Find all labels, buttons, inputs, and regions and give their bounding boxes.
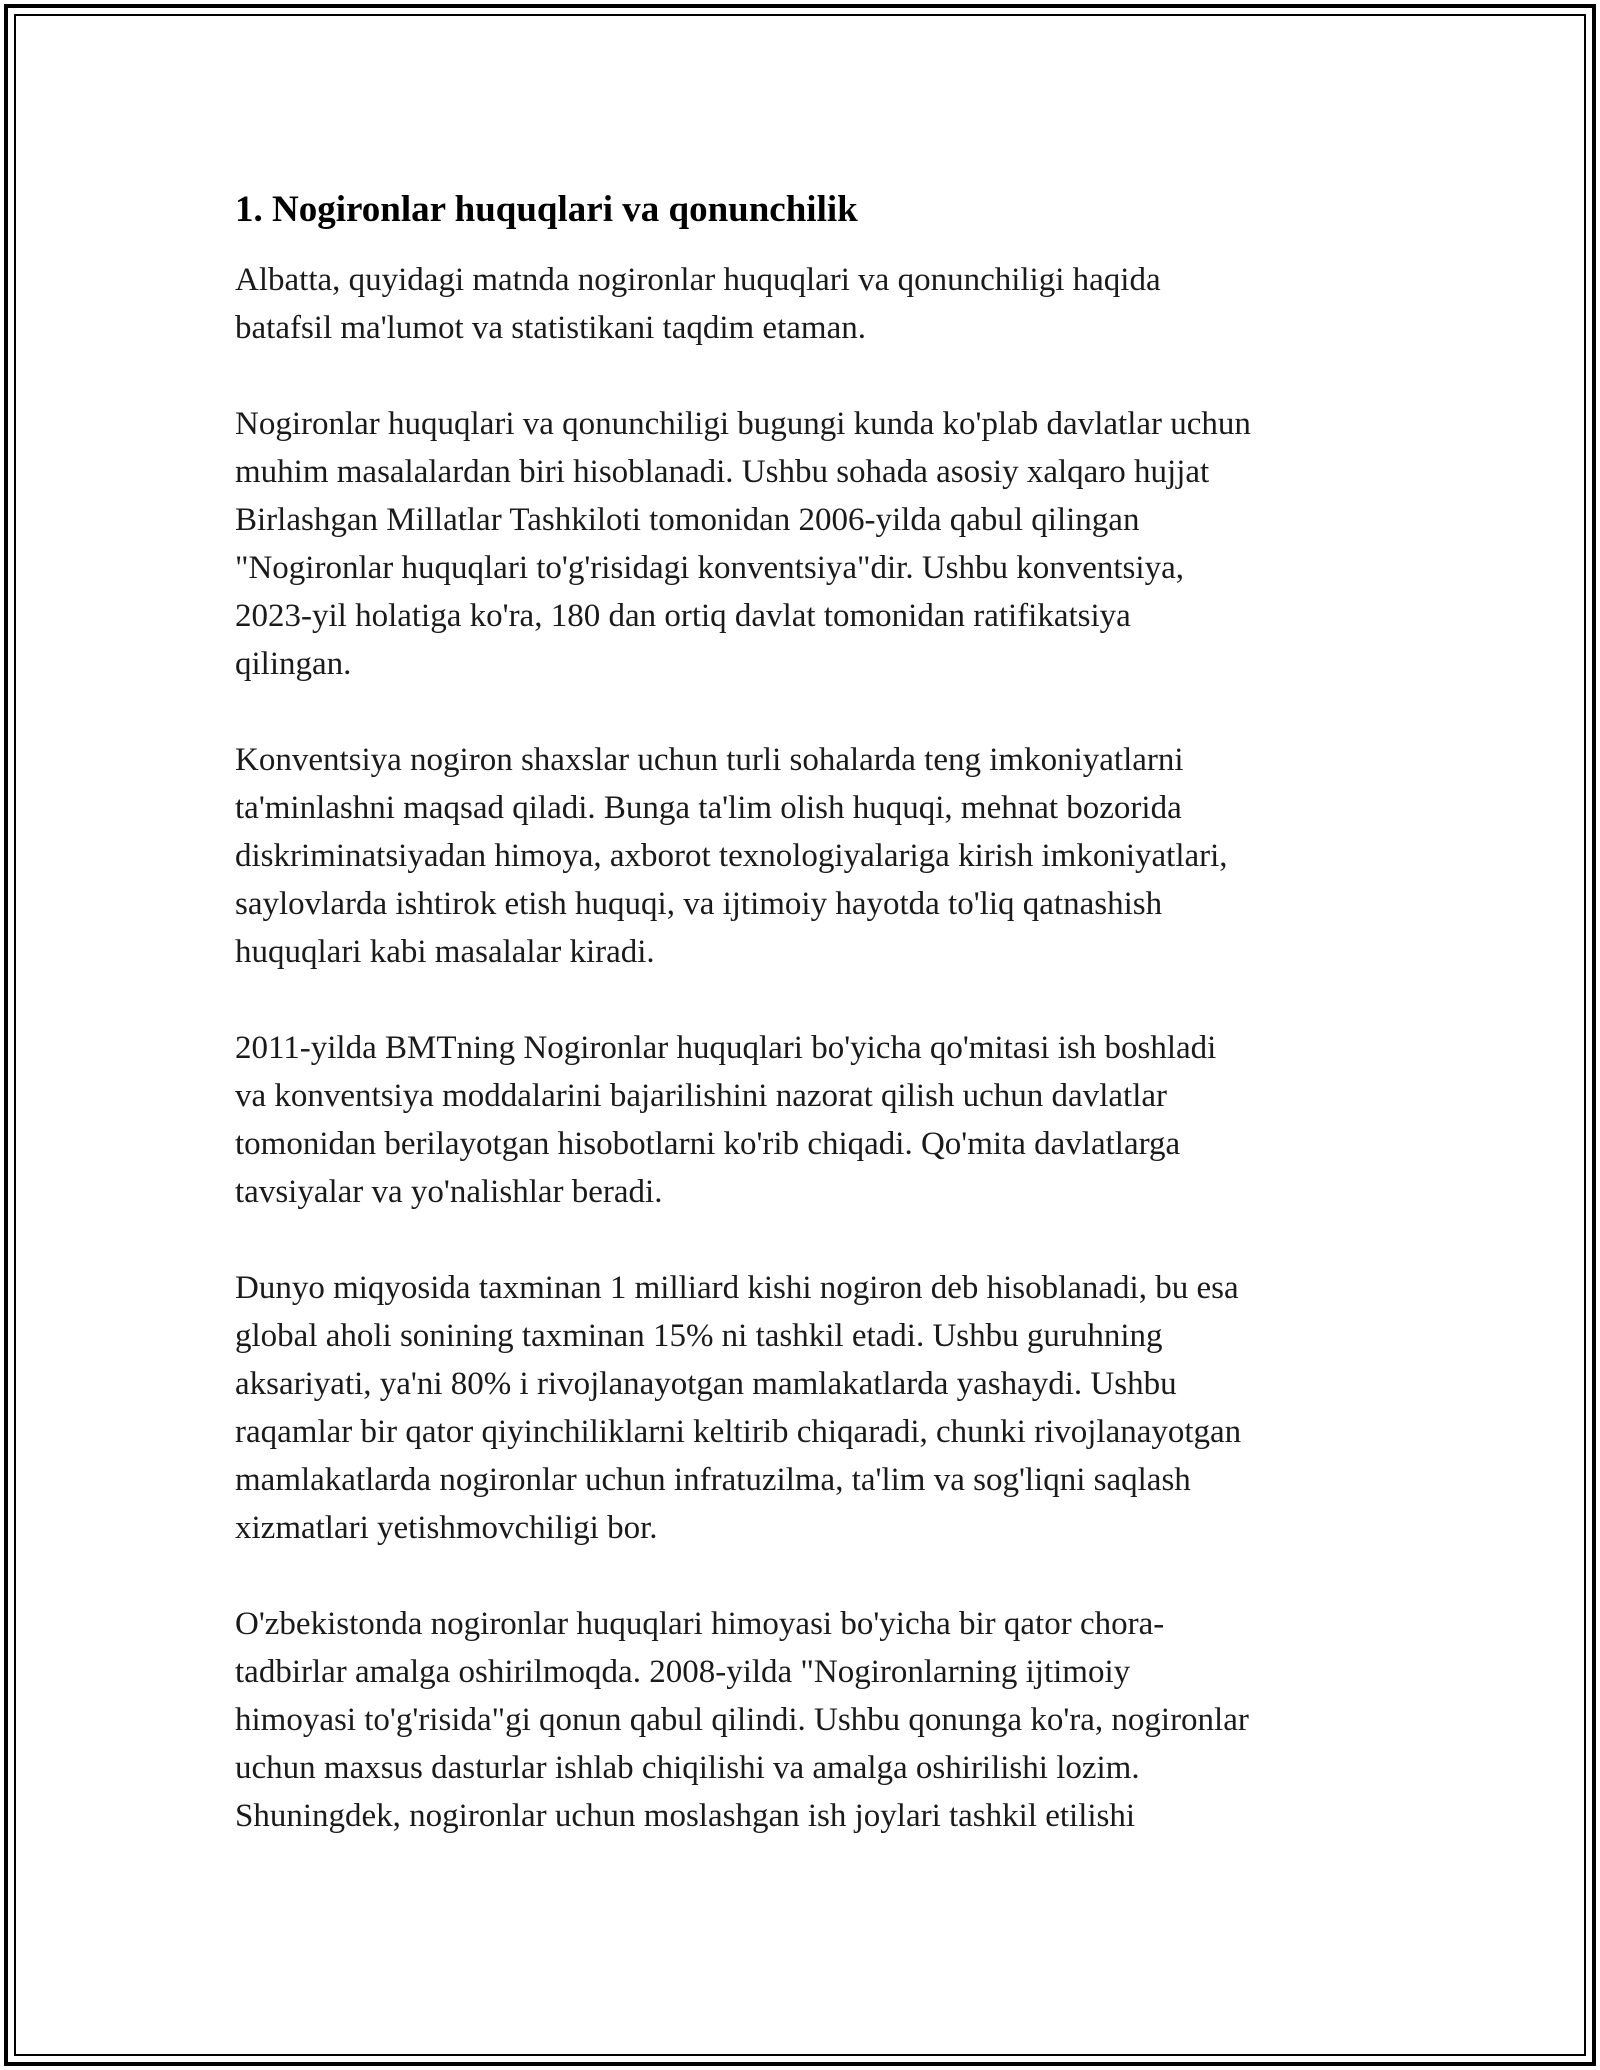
text-line: himoyasi to'g'risida"gi qonun qabul qilindi. Ushbu qonunga ko'ra, nogironlar	[235, 1702, 1249, 1738]
text-line: tadbirlar amalga oshirilmoqda. 2008-yilda "Nogironlarning ijtimoiy	[235, 1654, 1131, 1690]
text-line: Konventsiya nogiron shaxslar uchun turli sohalarda teng imkoniyatlarni	[235, 742, 1184, 778]
text-line: O'zbekistonda nogironlar huquqlari himoyasi bo'yicha bir qator chora-	[235, 1606, 1165, 1642]
page-title: 1. Nogironlar huquqlari va qonunchilik	[235, 189, 858, 230]
text-line: mamlakatlarda nogironlar uchun infratuzilma, ta'lim va sog'liqni saqlash	[235, 1462, 1191, 1498]
paragraph-intro	[235, 256, 1375, 352]
text-line: tavsiyalar va yo'nalishlar beradi.	[235, 1174, 663, 1210]
document-body	[235, 186, 1375, 1888]
text-line: saylovlarda ishtirok etish huquqi, va ijtimoiy hayotda to'liq qatnashish	[235, 886, 1163, 922]
text-line: Dunyo miqyosida taxminan 1 milliard kishi nogiron deb hisoblanadi, bu esa	[235, 1270, 1239, 1306]
text-line: raqamlar bir qator qiyinchiliklarni keltirib chiqaradi, chunki rivojlanayotgan	[235, 1414, 1242, 1450]
text-line: Shuningdek, nogironlar uchun moslashgan ish joylari tashkil etilishi	[235, 1798, 1136, 1834]
text-line: uchun maxsus dasturlar ishlab chiqilishi va amalga oshirilishi lozim.	[235, 1750, 1140, 1786]
text-line: muhim masalalardan biri hisoblanadi. Ushbu sohada asosiy xalqaro hujjat	[235, 454, 1210, 490]
text-line: 2023-yil holatiga ko'ra, 180 dan ortiq davlat tomonidan ratifikatsiya	[235, 598, 1131, 634]
paragraph-un-committee	[235, 1024, 1375, 1216]
text-line: ta'minlashni maqsad qiladi. Bunga ta'lim olish huquqi, mehnat bozorida	[235, 790, 1182, 826]
text-line: global aholi sonining taxminan 15% ni tashkil etadi. Ushbu guruhning	[235, 1318, 1163, 1354]
text-line: xizmatlari yetishmovchiligi bor.	[235, 1510, 658, 1546]
paragraph-uzbekistan	[235, 1600, 1375, 1840]
text-line: qilingan.	[235, 646, 352, 682]
text-line: Albatta, quyidagi matnda nogironlar huquqlari va qonunchiligi haqida	[235, 262, 1161, 298]
paragraph-convention	[235, 400, 1375, 688]
text-line: va konventsiya moddalarini bajarilishini nazorat qilish uchun davlatlar	[235, 1078, 1167, 1114]
paragraph-equal-opportunities	[235, 736, 1375, 976]
text-line: "Nogironlar huquqlari to'g'risidagi konventsiya"dir. Ushbu konventsiya,	[235, 550, 1184, 586]
text-line: Nogironlar huquqlari va qonunchiligi bugungi kunda ko'plab davlatlar uchun	[235, 406, 1251, 442]
text-line: aksariyati, ya'ni 80% i rivojlanayotgan mamlakatlarda yashaydi. Ushbu	[235, 1366, 1177, 1402]
text-line: Birlashgan Millatlar Tashkiloti tomonidan 2006-yilda qabul qilingan	[235, 502, 1140, 538]
text-line: 2011-yilda BMTning Nogironlar huquqlari bo'yicha qo'mitasi ish boshladi	[235, 1030, 1217, 1066]
text-line: batafsil ma'lumot va statistikani taqdim etaman.	[235, 310, 866, 346]
paragraph-global-statistics	[235, 1264, 1375, 1552]
text-line: tomonidan berilayotgan hisobotlarni ko'rib chiqadi. Qo'mita davlatlarga	[235, 1126, 1181, 1162]
text-line: huquqlari kabi masalalar kiradi.	[235, 934, 655, 970]
text-line: diskriminatsiyadan himoya, axborot texnologiyalariga kirish imkoniyatlari,	[235, 838, 1228, 874]
